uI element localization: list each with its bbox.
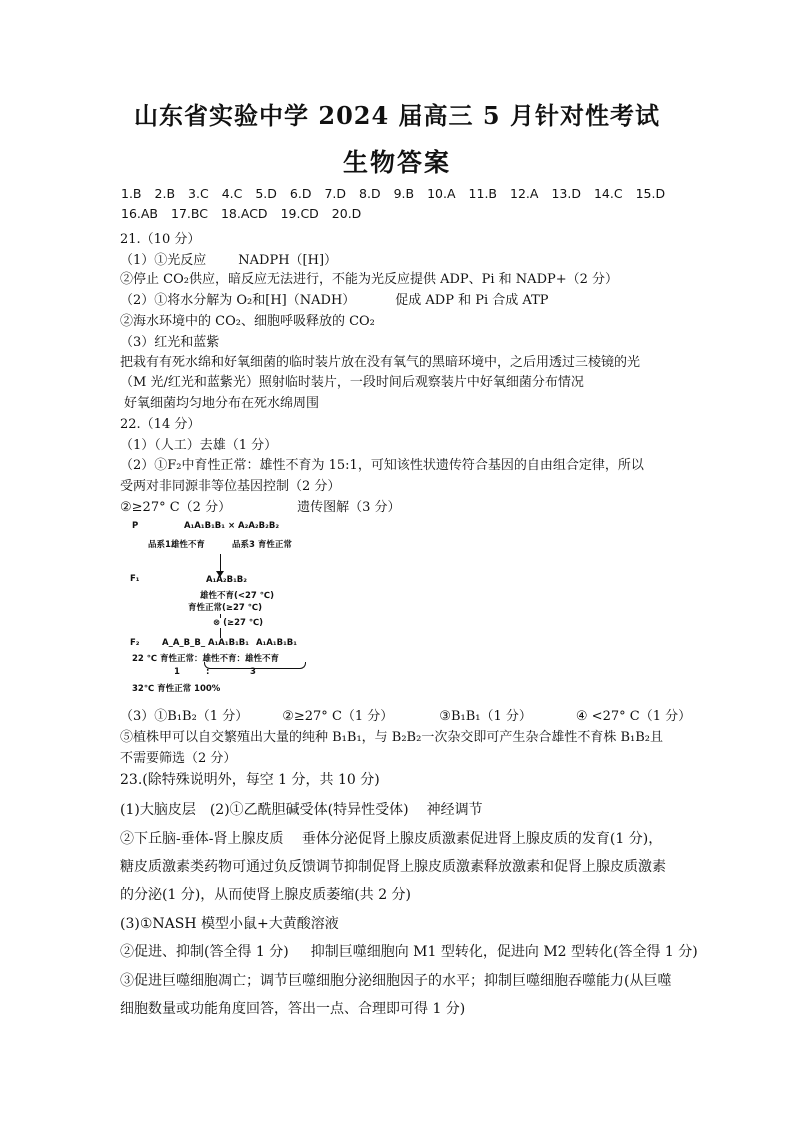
mc-answer: 8.D bbox=[359, 186, 381, 201]
q23-answer-2: (2)①乙酰胆碱受体(特异性受体) bbox=[209, 802, 409, 818]
q23-line: (3)①NASH 模型小鼠+大黄酸溶液 bbox=[120, 916, 339, 932]
mc-answer: 10.A bbox=[427, 186, 456, 201]
genetic-cross-diagram bbox=[128, 518, 318, 693]
q22-answer-3-4: ④ <27° C（1 分） bbox=[575, 709, 692, 724]
q22-heading: 22.（14 分） bbox=[120, 417, 201, 432]
f2-22c-result: 22 ℃ 育性正常：雄性不育：雄性不育 bbox=[132, 654, 280, 664]
q21-answer-3: （2）①将水分解为 O₂和[H]（NADH） bbox=[120, 293, 356, 308]
q23-heading: 23.(除特殊说明外，每空 1 分，共 10 分) bbox=[120, 772, 380, 788]
mc-answer: 4.C bbox=[221, 186, 243, 201]
q21-line: 好氧细菌均匀地分布在死水绵周围 bbox=[124, 396, 320, 411]
f2-generation-label: F₂ bbox=[130, 638, 140, 648]
q22-line: （1）（人工）去雄（1 分） bbox=[120, 438, 278, 453]
mc-answer: 13.D bbox=[551, 186, 581, 201]
q22-line bbox=[120, 705, 691, 724]
q23-line bbox=[120, 941, 698, 961]
q22-answer-temp: ②≥27° C（2 分） bbox=[120, 500, 232, 515]
mc-answer: 18.ACD bbox=[220, 206, 268, 221]
p-generation-label: P bbox=[132, 521, 139, 531]
mc-answers-row-1 bbox=[121, 186, 678, 201]
ratio-colon: : bbox=[206, 667, 210, 677]
q21-line: ②海水环境中的 CO₂、细胞呼吸释放的 CO₂ bbox=[120, 314, 375, 329]
page-subtitle: 生物答案 bbox=[342, 148, 451, 177]
f1-genotype: A₁A₂B₁B₂ bbox=[206, 575, 248, 585]
mc-answer: 7.D bbox=[324, 186, 347, 201]
q23-answer-5: 抑制巨噬细胞向 M1 型转化，促进向 M2 型转化(答全得 1 分) bbox=[310, 944, 698, 960]
q21-line: （M 光/红光和蓝紫光）照射临时装片，一段时间后观察装片中好氧细菌分布情况 bbox=[120, 375, 584, 390]
mc-answer: 6.D bbox=[289, 186, 312, 201]
q23-line: 的分泌(1 分)，从而使肾上腺皮质萎缩(共 2 分) bbox=[120, 887, 412, 903]
q23-answer-3: 神经调节 bbox=[426, 802, 483, 818]
q23-line: 细胞数量或功能角度回答，答出一点、合理即可得 1 分) bbox=[120, 1001, 466, 1017]
mc-answer: 12.A bbox=[510, 186, 539, 201]
q22-answer-3-1: （3）①B₁B₂（1 分） bbox=[120, 709, 249, 724]
f1-phenotype-1: 雄性不育(<27 ℃) bbox=[200, 591, 274, 601]
q21-answer-1: （1）①光反应 bbox=[120, 253, 207, 268]
q21-line bbox=[120, 289, 549, 308]
page-title: 山东省实验中学 2024 届高三 5 月针对性考试 bbox=[134, 101, 660, 130]
p-cross-genotypes: A₁A₁B₁B₁ × A₂A₂B₂B₂ bbox=[184, 521, 280, 531]
mc-answer: 2.B bbox=[154, 186, 176, 201]
mc-answer: 3.C bbox=[188, 186, 209, 201]
q22-line: 受两对非同源非等位基因控制（2 分） bbox=[120, 479, 341, 494]
f1-generation-label: F₁ bbox=[130, 574, 140, 584]
f2-genotype-1: A_A_B_B_ bbox=[162, 638, 206, 648]
selfing-symbol: ⊗ (≥27 ℃) bbox=[213, 618, 264, 628]
f1-phenotype-2: 育性正常(≥27 ℃) bbox=[188, 603, 262, 613]
q21-line bbox=[120, 249, 337, 268]
q21-line: ②停止 CO₂供应，暗反应无法进行，不能为光反应提供 ADP、Pi 和 NADP+（2 分） bbox=[120, 272, 619, 287]
q23-line: 糖皮质激素类药物可通过负反馈调节抑制促肾上腺皮质激素释放激素和促肾上腺皮质激素 bbox=[120, 859, 666, 875]
q21-answer-2: NADPH（[H]） bbox=[238, 253, 338, 268]
f2-32c-result: 32℃ 育性正常 100% bbox=[132, 684, 221, 694]
q22-answer-3-3: ③B₁B₁（1 分） bbox=[439, 709, 532, 724]
q23-line: ③促进巨噬细胞凋亡；调节巨噬细胞分泌细胞因子的水平；抑制巨噬细胞吞噬能力(从巨噬 bbox=[120, 973, 672, 989]
f2-genotype-3: A₁A₁B₁B₁ bbox=[256, 638, 298, 648]
ratio-1: 1 bbox=[174, 667, 180, 677]
q21-answer-4: 促成 ADP 和 Pi 合成 ATP bbox=[395, 293, 549, 308]
mc-answer: 20.D bbox=[331, 206, 362, 221]
q21-line: （3）红光和蓝紫 bbox=[120, 335, 220, 350]
q23-line bbox=[120, 799, 483, 819]
mc-answer: 16.AB bbox=[121, 206, 159, 221]
mc-answer: 15.D bbox=[635, 186, 666, 201]
mc-answer: 19.CD bbox=[280, 206, 319, 221]
p-parent-2: 品系3 育性正常 bbox=[232, 540, 292, 550]
mc-answer: 14.C bbox=[593, 186, 623, 201]
q22-line: ⑤植株甲可以自交繁殖出大量的纯种 B₁B₁，与 B₂B₂一次杂交即可产生杂合雄性不育株 B₁B₂且 bbox=[120, 730, 663, 745]
mc-answer: 1.B bbox=[121, 186, 142, 201]
q22-answer-3-2: ②≥27° C（1 分） bbox=[282, 709, 394, 724]
mc-answer: 11.B bbox=[468, 186, 498, 201]
mc-answer: 5.D bbox=[255, 186, 277, 201]
f2-genotype-2: A₁A₁B₁B₁ bbox=[208, 638, 250, 648]
q23-answer-1: (1)大脑皮层 bbox=[120, 802, 196, 818]
q23-answer-4: ②促进、抑制(答全得 1 分) bbox=[120, 944, 289, 960]
q23-line: ②下丘脑-垂体-肾上腺皮质 垂体分泌促肾上腺皮质激素促进肾上腺皮质的发育(1 分)， bbox=[120, 831, 663, 847]
q22-diagram-label: 遗传图解（3 分） bbox=[297, 500, 401, 515]
ratio-3: 3 bbox=[250, 667, 256, 677]
mc-answers-row-2 bbox=[121, 206, 374, 221]
q22-line: 不需要筛选（2 分） bbox=[120, 751, 237, 766]
q22-line bbox=[120, 496, 400, 515]
q21-line: 把栽有有死水绵和好氧细菌的临时装片放在没有氧气的黑暗环境中，之后用透过三棱镜的光 bbox=[120, 355, 641, 370]
p-parent-1: 品系1雄性不育 bbox=[148, 540, 205, 550]
q21-heading: 21.（10 分） bbox=[120, 232, 201, 247]
mc-answer: 9.B bbox=[393, 186, 415, 201]
mc-answer: 17.BC bbox=[171, 206, 208, 221]
q22-line: （2）①F₂中育性正常：雄性不育为 15:1，可知该性状遗传符合基因的自由组合定律，所以 bbox=[120, 458, 644, 473]
